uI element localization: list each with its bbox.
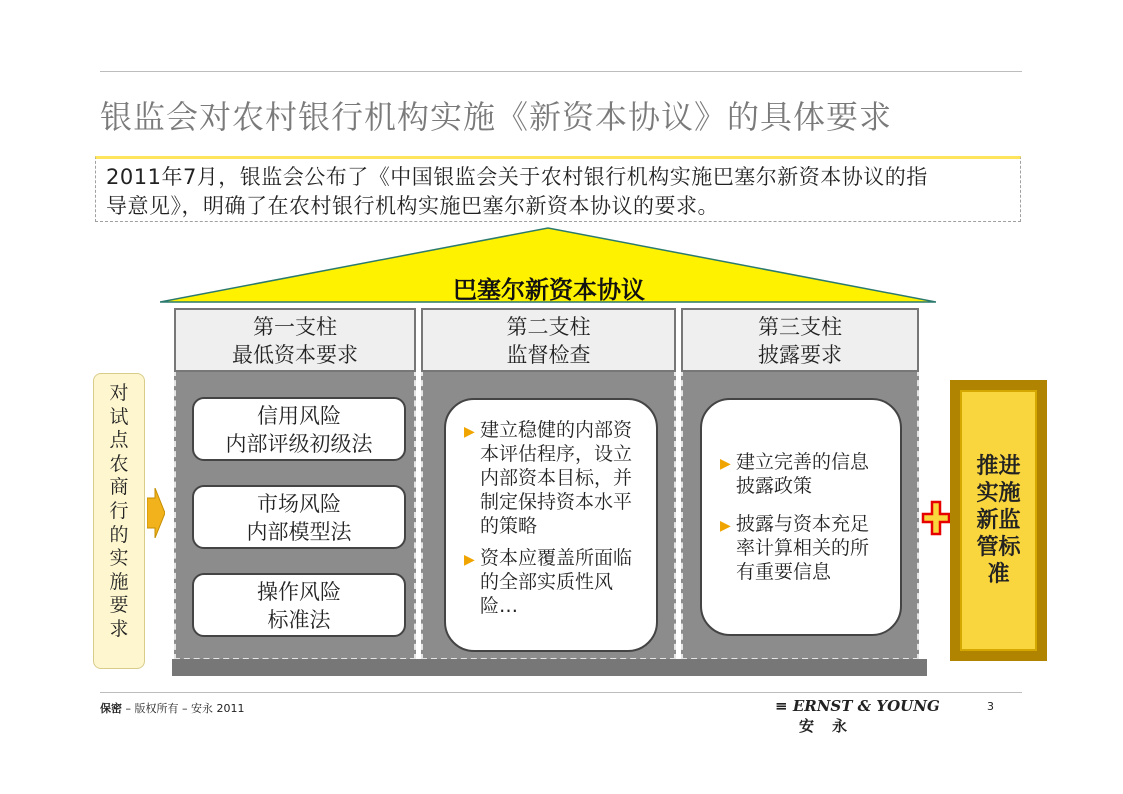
footer-copyright	[100, 700, 244, 716]
top-divider	[100, 71, 1022, 72]
pillar-3-title: 第三支柱	[758, 315, 842, 339]
triangle-bullet-icon: ▶	[464, 424, 475, 440]
operational-risk-method: 标准法	[267, 608, 331, 632]
pillar-3-header	[681, 308, 919, 372]
pillar-3-subtitle: 披露要求	[758, 343, 842, 367]
intro-line-1: 2011年7月，银监会公布了《中国银监会关于农村银行机构实施巴塞尔新资本协议的指	[106, 165, 928, 189]
operational-risk-label: 操作风险	[257, 580, 341, 604]
ey-logo-cn: 安永	[799, 717, 866, 735]
market-risk-box	[192, 485, 406, 549]
pillar-2-bullet-1-text: 建立稳健的内部资本评估程序，设立内部资本目标，并制定保持资本水平的策略	[480, 419, 633, 537]
ey-logo	[775, 697, 940, 736]
left-label-box	[93, 373, 145, 669]
pillar-3-card	[700, 398, 902, 636]
new-standard-text: 推进实施新监管标准	[976, 454, 1021, 587]
new-standard-inner	[960, 390, 1037, 651]
triangle-bullet-icon: ▶	[720, 456, 731, 472]
left-label-text: 对 试 点 农 商 行 的 实 施 要 求	[109, 382, 129, 640]
new-standard-box	[950, 380, 1047, 661]
credit-risk-box	[192, 397, 406, 461]
pillar-2-bullet-2-text: 资本应覆盖所面临的全部实质性风险…	[480, 547, 633, 617]
footer-copyright-text: – 版权所有 – 安永 2011	[122, 702, 245, 715]
pillar-3-bullet-1-text: 建立完善的信息披露政策	[736, 451, 870, 497]
market-risk-method: 内部模型法	[246, 520, 352, 544]
ey-logo-text: ERNST & YOUNG	[792, 697, 940, 715]
bottom-divider	[100, 692, 1022, 693]
pillar-3-bullet-2	[720, 512, 886, 584]
page-number: 3	[987, 700, 994, 713]
credit-risk-method: 内部评级初级法	[225, 432, 373, 456]
pillar-1-title: 第一支柱	[253, 315, 337, 339]
pillar-1-header	[174, 308, 416, 372]
page-title: 银监会对农村银行机构实施《新资本协议》的具体要求	[100, 98, 893, 136]
foundation-bar	[172, 659, 927, 676]
intro-box	[95, 156, 1021, 222]
plus-icon	[921, 500, 951, 536]
pillar-2-title: 第二支柱	[506, 315, 591, 339]
arrow-right-icon	[147, 488, 165, 538]
pillar-2-card	[444, 398, 658, 652]
ey-logo-mark-icon: ≡	[775, 697, 788, 715]
pillar-2-bullet-1	[464, 418, 642, 538]
pillar-1-subtitle: 最低资本要求	[232, 343, 358, 367]
roof-label: 巴塞尔新资本协议	[453, 276, 645, 304]
market-risk-label: 市场风险	[257, 492, 341, 516]
pillar-3-bullet-1	[720, 450, 886, 498]
triangle-bullet-icon: ▶	[464, 552, 475, 568]
pillar-2-header	[421, 308, 676, 372]
pillar-3-bullet-2-text: 披露与资本充足率计算相关的所有重要信息	[736, 513, 870, 583]
triangle-bullet-icon: ▶	[720, 518, 731, 534]
operational-risk-box	[192, 573, 406, 637]
pillar-2-subtitle: 监督检查	[506, 343, 591, 367]
credit-risk-label: 信用风险	[257, 404, 341, 428]
footer-confidential: 保密	[100, 702, 122, 715]
intro-line-2: 导意见》，明确了在农村银行机构实施巴塞尔新资本协议的要求。	[106, 194, 719, 218]
pillar-2-bullet-2	[464, 546, 642, 618]
